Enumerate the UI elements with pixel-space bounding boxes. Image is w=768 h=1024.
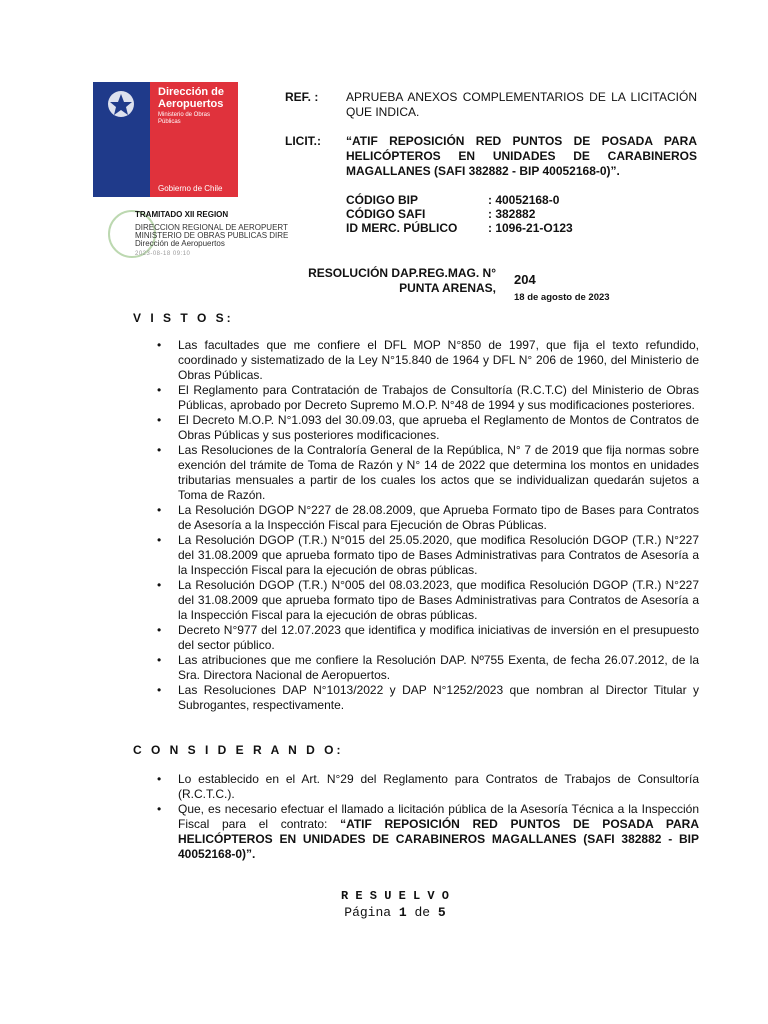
stamp-line-3: MINISTERIO DE OBRAS PUBLICAS DIRE <box>135 231 289 240</box>
logo-red-panel <box>150 82 238 197</box>
list-item: • La Resolución DGOP (T.R.) N°015 del 25.05.2020, que modifica Resolución DGOP (T.R.) N°227 del 31.08.2009 que aprueba formato tipo de Bases Administrativas para Contratos de Asesoría a la Inspección Fiscal para la ejecución de obras públicas. <box>157 533 699 577</box>
code-safi-label: CÓDIGO SAFI <box>346 207 426 221</box>
vistos-item-text: Decreto N°977 del 12.07.2023 que identifica y modifica iniciativas de inversión en el presupuesto del sector público. <box>178 623 699 652</box>
list-item: • Las Resoluciones de la Contraloría General de la República, N° 7 de 2019 que fija normas sobre exención del trámite de Toma de Razón y N° 14 de 2022 que determina los montos en unidades tributarias mensuales a partir de los cuales los actos que se individualizan quedarán sujetos a Toma de Razón. <box>157 443 699 502</box>
vistos-item-text: La Resolución DGOP N°227 de 28.08.2009, que Aprueba Formato tipo de Bases para Contratos de Asesoría a la Inspección Fiscal para Ejecución de Obras Públicas. <box>178 503 699 532</box>
code-bip-value: : 40052168-0 <box>488 193 560 207</box>
resolution-title: RESOLUCIÓN DAP.REG.MAG. N° <box>308 266 496 280</box>
list-item: • Las facultades que me confiere el DFL MOP N°850 de 1997, que fija el texto refundido, coordinado y sistematizado de la Ley N°15.840 de 1964 y DFL N° 206 de 1960, del Ministerio de Obras Públicas. <box>157 338 699 382</box>
page-current: 1 <box>398 905 407 920</box>
vistos-item-text: Las facultades que me confiere el DFL MOP N°850 de 1997, que fija el texto refundido, coordinado y sistematizado de la Ley N°15.840 de 1964 y DFL N° 206 de 1960, del Ministerio de Obras Públicas. <box>178 338 699 382</box>
coat-of-arms-icon <box>93 82 150 197</box>
considerando-list <box>154 772 699 862</box>
code-safi-value: : 382882 <box>488 207 536 221</box>
ref-label: REF. : <box>285 90 319 104</box>
stamp-line-2: DIRECCION REGIONAL DE AEROPUERT <box>135 223 288 232</box>
vistos-item-text: Las atribuciones que me confiere la Resolución DAP. Nº755 Exenta, de fecha 26.07.2012, de la Sra. Directora Nacional de Aeropuertos. <box>178 653 699 682</box>
licit-text: “ATIF REPOSICIÓN RED PUNTOS DE POSADA PARA HELICÓPTEROS EN UNIDADES DE CARABINEROS MAGALLANES (SAFI 382882 - BIP 40052168-0)”. <box>346 134 697 178</box>
list-item: • La Resolución DGOP (T.R.) N°005 del 08.03.2023, que modifica Resolución DGOP (T.R.) N°227 del 31.08.2009 que aprueba formato tipo de Bases Administrativas para Contratos de Asesoría a la Inspección Fiscal para la ejecución de obras públicas. <box>157 578 699 622</box>
page-mid: de <box>406 905 438 920</box>
list-item: • La Resolución DGOP N°227 de 28.08.2009, que Aprueba Formato tipo de Bases para Contratos de Asesoría a la Inspección Fiscal para Ejecución de Obras Públicas. <box>157 503 699 532</box>
vistos-list <box>154 338 699 713</box>
code-merc-value: : 1096-21-O123 <box>488 221 573 235</box>
vistos-heading: V I S T O S: <box>133 311 234 325</box>
resolution-number: 204 <box>514 272 536 287</box>
processing-stamp <box>108 210 293 260</box>
list-item: • Decreto N°977 del 12.07.2023 que identifica y modifica iniciativas de inversión en el presupuesto del sector público. <box>157 623 699 652</box>
list-item: • Lo establecido en el Art. N°29 del Reglamento para Contratos de Trabajos de Consultoría (R.C.T.C.). <box>157 772 699 801</box>
considerando-item-text: Lo establecido en el Art. N°29 del Reglamento para Contratos de Trabajos de Consultoría (R.C.T.C.). <box>178 772 699 801</box>
list-item: • Las atribuciones que me confiere la Resolución DAP. Nº755 Exenta, de fecha 26.07.2012, de la Sra. Directora Nacional de Aeropuertos. <box>157 653 699 682</box>
list-item: • El Decreto M.O.P. N°1.093 del 30.09.03, que aprueba el Reglamento de Montos de Contratos de Obras Públicas y sus posteriores modificaciones. <box>157 413 699 442</box>
page-prefix: Página <box>344 905 399 920</box>
vistos-item-text: La Resolución DGOP (T.R.) N°005 del 08.03.2023, que modifica Resolución DGOP (T.R.) N°227 del 31.08.2009 que aprueba formato tipo de Bases Administrativas para Contratos de Asesoría a la Inspección Fiscal para la ejecución de obras públicas. <box>178 578 699 622</box>
vistos-item-text: La Resolución DGOP (T.R.) N°015 del 25.05.2020, que modifica Resolución DGOP (T.R.) N°227 del 31.08.2009 que aprueba formato tipo de Bases Administrativas para Contratos de Asesoría a la Inspección Fiscal para la ejecución de obras públicas. <box>178 533 699 577</box>
resolution-city: PUNTA ARENAS, <box>399 281 496 295</box>
ministry-logo <box>93 82 238 197</box>
page-total: 5 <box>437 905 446 920</box>
ref-text: APRUEBA ANEXOS COMPLEMENTARIOS DE LA LICITACIÓN QUE INDICA. <box>346 90 697 119</box>
logo-org-name: Dirección de Aeropuertos <box>158 86 225 110</box>
list-item: • Que, es necesario efectuar el llamado a licitación pública de la Asesoría Técnica a la Inspección Fiscal para el contrato: “ATIF REPOSICIÓN RED PUNTOS DE POSADA PARA HELICÓPTEROS EN UNIDADES DE CARABINEROS MAGALLANES (SAFI 382882 - BIP 40052168-0)”. <box>157 802 699 861</box>
list-item: • Las Resoluciones DAP N°1013/2022 y DAP N°1252/2023 que nombran al Director Titular y Subrogantes, respectivamente. <box>157 683 699 712</box>
stamp-title: TRAMITADO XII REGION <box>135 210 229 219</box>
logo-ministry-name: Ministerio de Obras Públicas <box>158 112 211 125</box>
vistos-item-text: Las Resoluciones de la Contraloría General de la República, N° 7 de 2019 que fija normas sobre exención del trámite de Toma de Razón y N° 14 de 2022 que determina los montos en unidades tributarias mensuales a partir de los cuales los actos que se individualizan quedarán sujetos a Toma de Razón. <box>178 443 699 502</box>
page-number <box>0 905 768 920</box>
resuelvo-heading: R E S U E L V O <box>340 889 450 903</box>
considerando-heading: C O N S I D E R A N D O: <box>133 743 344 757</box>
stamp-line-4: Dirección de Aeropuertos <box>135 239 225 248</box>
vistos-item-text: Las Resoluciones DAP N°1013/2022 y DAP N°1252/2023 que nombran al Director Titular y Subrogantes, respectivamente. <box>178 683 699 712</box>
code-merc-label: ID MERC. PÚBLICO <box>346 221 458 235</box>
vistos-item-text: El Reglamento para Contratación de Trabajos de Consultoría (R.C.T.C) del Ministerio de Obras Públicas, aprobado por Decreto Supremo M.O.P. N°48 de 1994 y sus modificaciones posteriores. <box>178 383 699 412</box>
stamp-date: 2023-08-18 09:10 <box>135 251 191 257</box>
resolution-date: 18 de agosto de 2023 <box>514 292 610 303</box>
licit-label: LICIT.: <box>285 134 321 148</box>
list-item: • El Reglamento para Contratación de Trabajos de Consultoría (R.C.T.C) del Ministerio de Obras Públicas, aprobado por Decreto Supremo M.O.P. N°48 de 1994 y sus modificaciones posteriores. <box>157 383 699 412</box>
logo-blue-panel <box>93 82 150 197</box>
vistos-item-text: El Decreto M.O.P. N°1.093 del 30.09.03, que aprueba el Reglamento de Montos de Contratos de Obras Públicas y sus posteriores modificaciones. <box>178 413 699 442</box>
considerando-item-prefix: Que, es necesario efectuar el llamado a licitación pública de la Asesoría Técnica a la Inspección Fiscal para el contrato: <box>178 802 699 831</box>
code-bip-label: CÓDIGO BIP <box>346 193 419 207</box>
logo-government: Gobierno de Chile <box>158 184 223 193</box>
considerando-item-contract: “ATIF REPOSICIÓN RED PUNTOS DE POSADA PARA HELICÓPTEROS EN UNIDADES DE CARABINEROS MAGALLANES (SAFI 382882 - BIP 40052168-0)”. <box>178 817 699 861</box>
